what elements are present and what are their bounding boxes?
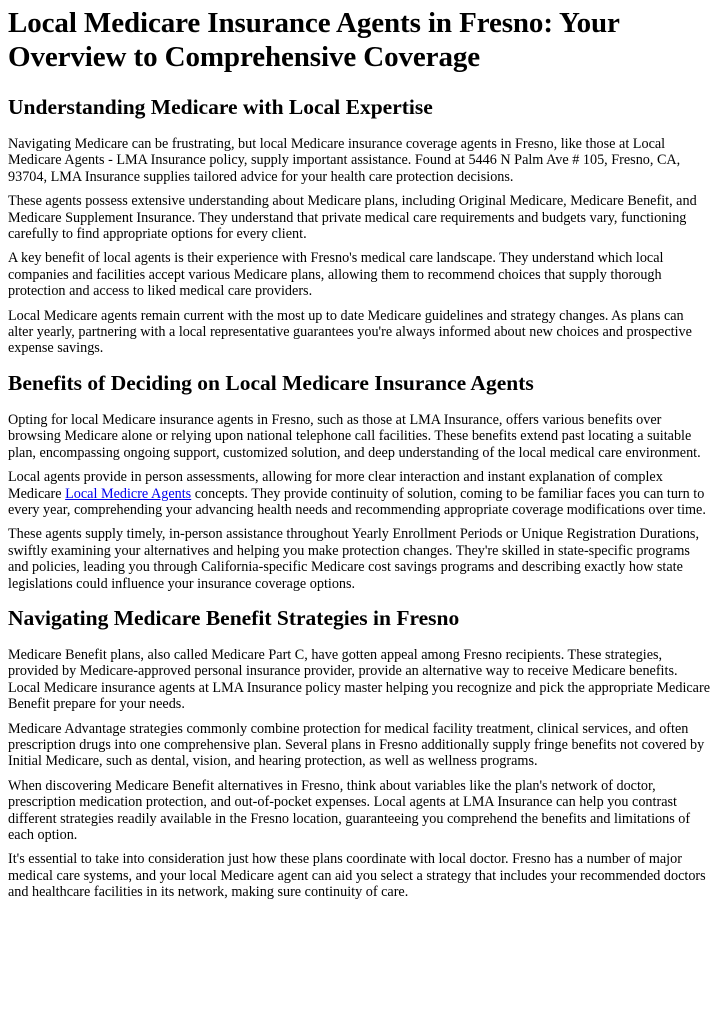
paragraph: These agents possess extensive understanding about Medicare plans, including Original Medicare, Medicare Benefit, and Medicare Supplement Insurance. They understand that private medical care requirements and budgets vary, functioning carefully to find appropriate options for every client. — [8, 193, 697, 243]
section-benefits-local-agents — [8, 370, 712, 592]
page-title: Local Medicare Insurance Agents in Fresno: Your Overview to Comprehensive Coverage — [8, 7, 620, 73]
local-medicare-agents-link[interactable]: Local Medicre Agents — [65, 485, 192, 502]
section-heading: Understanding Medicare with Local Expertise — [8, 95, 433, 119]
section-understanding-medicare — [8, 94, 712, 357]
paragraph-text: Local agents provide in person assessments, allowing for more clear interaction and instant explanation of complex Medicare — [8, 469, 663, 502]
paragraph: A key benefit of local agents is their experience with Fresno's medical care landscape. They understand which local companies and facilities accept various Medicare plans, allowing them to recommend choices that supply thorough protection and access to liked medical care providers. — [8, 250, 664, 300]
paragraph-with-link — [8, 469, 712, 518]
section-heading: Navigating Medicare Benefit Strategies in Fresno — [8, 605, 460, 630]
paragraph: Opting for local Medicare insurance agents in Fresno, such as those at LMA Insurance, offers various benefits over browsing Medicare alone or relying upon national telephone call facilities. These benefits extend past locating a suitable plan, encompassing ongoing support, customized solution, and deep understanding of the local medical care environment. — [8, 411, 701, 461]
paragraph: Local Medicare agents remain current with the most up to date Medicare guidelines and strategy changes. As plans can alter yearly, partnering with a local representative guarantees you're always informed about new choices and prospective expense savings. — [8, 307, 692, 357]
paragraph: Medicare Advantage strategies commonly combine protection for medical facility treatment, clinical services, and often prescription drugs into one comprehensive plan. Several plans in Fresno additionally supply fringe benefits not covered by Initial Medicare, such as dental, vision, and hearing protection, as well as wellness programs. — [8, 720, 705, 770]
paragraph: Medicare Benefit plans, also called Medicare Part C, have gotten appeal among Fresno recipients. These strategies, provided by Medicare-approved personal insurance provider, provide an alternative way to receive Medicare benefits. Local Medicare insurance agents at LMA Insurance policy master helping you recognize and pick the appropriate Medicare Benefit prepare for your needs. — [8, 646, 710, 713]
paragraph: These agents supply timely, in-person assistance throughout Yearly Enrollment Periods or Unique Registration Durations, swiftly examining your alternatives and helping you make protection changes. They're skilled in state-specific programs and policies, leading you through California-specific Medicare cost savings programs and describing exactly how state legislations could influence your insurance coverage options. — [8, 526, 700, 592]
paragraph: It's essential to take into consideration just how these plans coordinate with local doctor. Fresno has a number of major medical care systems, and your local Medicare agent can aid you select a strategy that includes your recommended doctors and healthcare facilities in its network, making sure continuity of care. — [8, 851, 706, 901]
section-heading: Benefits of Deciding on Local Medicare Insurance Agents — [8, 370, 534, 395]
paragraph-text: concepts. They provide continuity of solution, coming to be familiar faces you can turn to every year, comprehending your advancing health needs and recommending appropriate coverage modifications over time. — [8, 485, 706, 518]
paragraph: Navigating Medicare can be frustrating, but local Medicare insurance coverage agents in Fresno, like those at Local Medicare Agents - LMA Insurance policy, supply important assistance. Found at 5446 N Palm Ave # 105, Fresno, CA, 93704, LMA Insurance supplies tailored advice for your health care protection decisions. — [8, 136, 681, 185]
paragraph: When discovering Medicare Benefit alternatives in Fresno, think about variables like the plan's network of doctor, prescription medication protection, and out-of-pocket expenses. Local agents at LMA Insurance can help you contrast different strategies readily available in the Fresno location, guaranteeing you comprehend the benefits and limitations of each option. — [8, 777, 691, 843]
section-medicare-benefit-strategies — [8, 605, 712, 901]
